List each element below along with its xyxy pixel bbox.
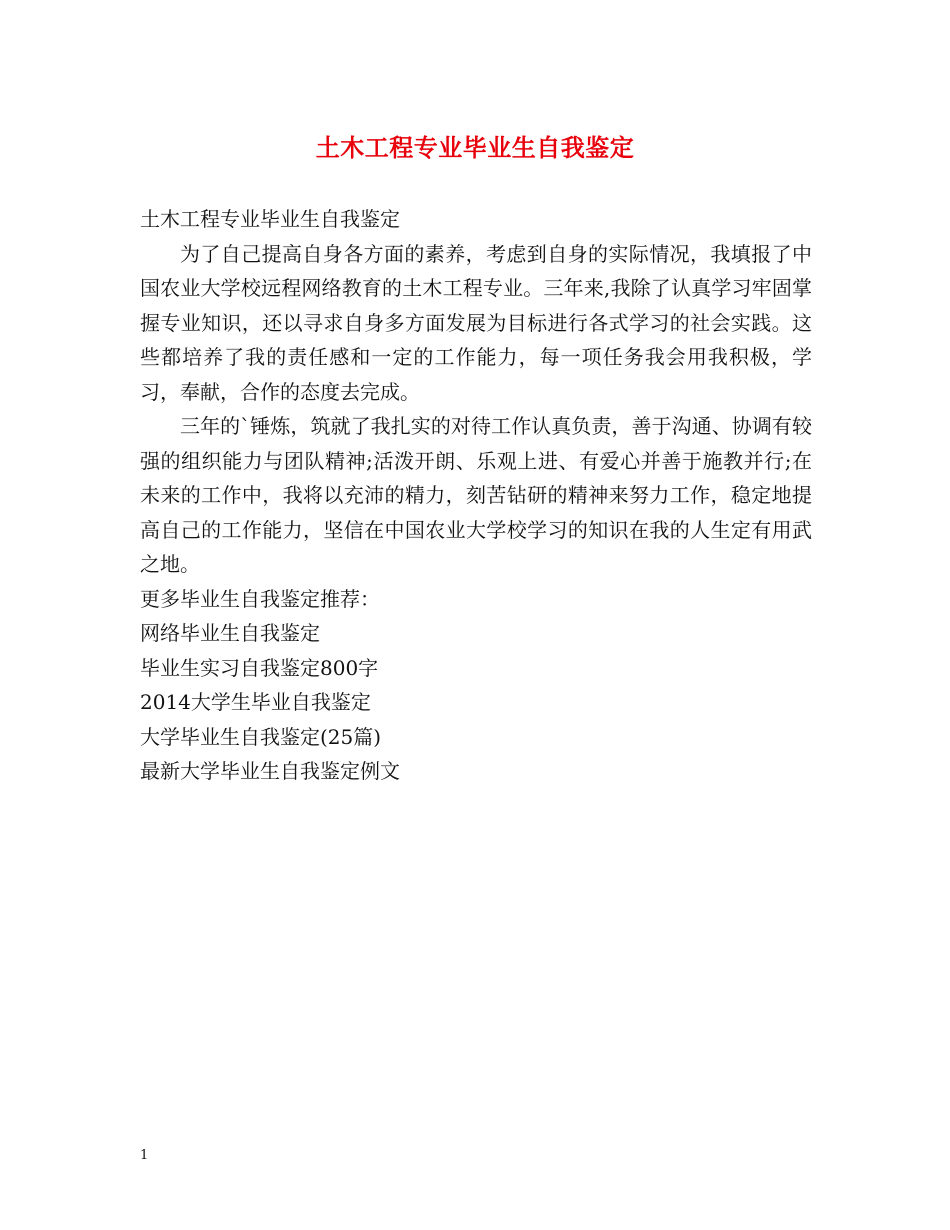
page-number: 1	[140, 1148, 149, 1163]
recommendation-link-2[interactable]: 毕业生实习自我鉴定800字	[140, 655, 379, 680]
body-paragraph-2: 三年的`锤炼，筑就了我扎实的对待工作认真负责，善于沟通、协调有较强的组织能力与团队精神;活泼开朗、乐观上进、有爱心并善于施教并行;在未来的工作中，我将以充沛的精力，刻苦钻研的精神来努力工作，稳定地提高自己的工作能力，坚信在中国农业大学校学习的知识在我的人生定有用武之地。	[140, 414, 812, 576]
recommendation-link-1[interactable]: 网络毕业生自我鉴定	[140, 621, 320, 645]
recommendation-link-5[interactable]: 最新大学毕业生自我鉴定例文	[140, 759, 400, 783]
recommendation-link-4[interactable]: 大学毕业生自我鉴定(25篇)	[140, 724, 382, 749]
document-title: 土木工程专业毕业生自我鉴定	[315, 133, 635, 162]
document-body	[140, 202, 812, 789]
body-paragraph-1: 为了自己提高自身各方面的素养，考虑到自身的实际情况，我填报了中国农业大学校远程网络教育的土木工程专业。三年来,我除了认真学习牢固掌握专业知识，还以寻求自身多方面发展为目标进行各式学习的社会实践。这些都培养了我的责任感和一定的工作能力，每一项任务我会用我积极，学习，奉献，合作的态度去完成。	[140, 241, 812, 404]
recommendation-link-3[interactable]: 2014大学生毕业自我鉴定	[140, 690, 371, 714]
more-recommendations-heading: 更多毕业生自我鉴定推荐：	[140, 586, 380, 611]
document-subtitle: 土木工程专业毕业生自我鉴定	[140, 207, 400, 231]
